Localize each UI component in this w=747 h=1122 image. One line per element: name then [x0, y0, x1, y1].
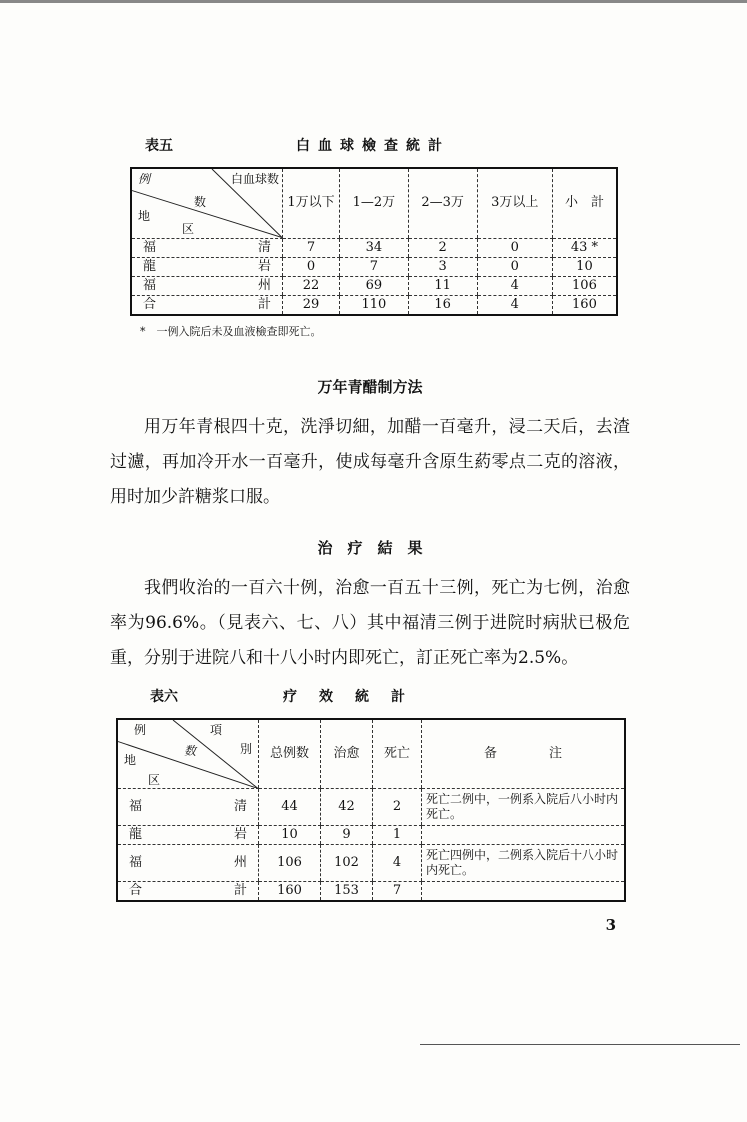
table6-title: 疗 效 統 計 [283, 688, 409, 705]
value-cell: 0 [477, 257, 552, 276]
remark-cell [422, 882, 626, 902]
table-row [117, 845, 625, 882]
table-row [131, 276, 617, 295]
column-header: 1—2万 [340, 168, 409, 238]
region-cell [117, 882, 259, 902]
table5-corner [131, 168, 283, 238]
value-cell: 3 [408, 257, 477, 276]
value-cell: 7 [283, 238, 340, 257]
column-header: 1万以下 [283, 168, 340, 238]
value-cell: 2 [408, 238, 477, 257]
page-number: 3 [605, 916, 616, 934]
region-label: 州 [233, 855, 247, 870]
remark-cell: 死亡四例中，二例系入院后十八小时内死亡。 [422, 845, 626, 882]
table-row [117, 789, 625, 826]
column-header: 2—3万 [408, 168, 477, 238]
value-cell: 43 * [552, 238, 617, 257]
column-header: 治愈 [321, 719, 373, 789]
region-label: 龍 [143, 258, 157, 274]
value-cell: 102 [321, 845, 373, 882]
region-label: 合 [129, 883, 143, 898]
value-cell: 0 [283, 257, 340, 276]
value-cell: 22 [283, 276, 340, 295]
value-cell: 0 [477, 238, 552, 257]
table5-title: 白血球檢查統計 [296, 138, 450, 154]
section-heading: 万年青醋制方法 [317, 377, 423, 396]
page-content [110, 135, 630, 934]
region-label: 福 [129, 799, 143, 814]
value-cell: 4 [477, 276, 552, 295]
table-row [131, 238, 617, 257]
table6-corner [117, 719, 259, 789]
table5-caption: 表五 [145, 138, 173, 154]
corner-label: 数 [184, 743, 197, 758]
table-total-row [131, 295, 617, 315]
table-total-row [117, 882, 625, 902]
corner-label: 地 [124, 752, 137, 767]
corner-label: 地 [138, 209, 151, 223]
table6 [116, 718, 626, 903]
value-cell: 106 [259, 845, 321, 882]
value-cell: 69 [340, 276, 409, 295]
region-cell [131, 238, 283, 257]
value-cell: 1 [373, 826, 422, 845]
section-heading: 治 疗 結 果 [317, 538, 423, 557]
table-row [117, 826, 625, 845]
table5-footnote: * 一例入院后未及血液檢查即死亡。 [140, 324, 322, 338]
value-cell: 160 [259, 882, 321, 902]
value-cell: 7 [373, 882, 422, 902]
table-row [131, 257, 617, 276]
corner-label: 数 [194, 195, 207, 209]
table-header-row [131, 168, 617, 238]
region-label: 福 [129, 855, 143, 870]
value-cell: 9 [321, 826, 373, 845]
region-cell [117, 845, 259, 882]
region-label: 福 [143, 277, 157, 293]
region-label: 計 [233, 883, 247, 898]
table6-caption-row [110, 686, 630, 708]
corner-label: 区 [148, 772, 161, 787]
value-cell: 44 [259, 789, 321, 826]
region-label: 清 [257, 239, 271, 255]
region-cell [117, 826, 259, 845]
table5 [130, 167, 618, 316]
region-label: 州 [257, 277, 271, 293]
corner-label: 白血球数 [230, 172, 279, 186]
value-cell: 10 [259, 826, 321, 845]
column-header: 总例数 [259, 719, 321, 789]
scan-edge [0, 0, 747, 3]
value-cell: 29 [283, 295, 340, 315]
region-cell [117, 789, 259, 826]
column-header: 备 注 [422, 719, 626, 789]
region-label: 龍 [129, 827, 143, 842]
corner-label: 例 [138, 172, 151, 186]
table6-caption: 表六 [150, 688, 178, 705]
scan-edge [420, 1044, 740, 1045]
corner-label: 区 [182, 222, 195, 236]
column-header: 死亡 [373, 719, 422, 789]
value-cell: 34 [340, 238, 409, 257]
region-label: 清 [233, 799, 247, 814]
value-cell: 16 [408, 295, 477, 315]
section-paragraph: 我們收治的一百六十例，治愈一百五十三例，死亡为七例，治愈率为96.6%。（見表六、七、八）其中福清三例于进院时病狀已极危重，分别于进院八和十八小时内即死亡，訂正死亡率为2.5%。 [110, 577, 630, 668]
value-cell: 7 [340, 257, 409, 276]
corner-label: 項 [210, 722, 223, 737]
value-cell: 4 [373, 845, 422, 882]
column-header: 小 計 [552, 168, 617, 238]
value-cell: 153 [321, 882, 373, 902]
section-paragraph: 用万年青根四十克，洗淨切細，加醋一百毫升，浸二天后，去渣过濾，再加冷开水一百毫升，使成每毫升含原生葯零点二克的溶液，用时加少許糖浆口服。 [110, 416, 630, 507]
region-label: 福 [143, 239, 157, 255]
region-label: 計 [257, 296, 271, 312]
value-cell: 106 [552, 276, 617, 295]
value-cell: 42 [321, 789, 373, 826]
region-label: 岩 [233, 827, 247, 842]
region-label: 合 [143, 296, 157, 312]
value-cell: 11 [408, 276, 477, 295]
region-label: 岩 [257, 258, 271, 274]
region-cell [131, 276, 283, 295]
value-cell: 160 [552, 295, 617, 315]
corner-label: 例 [134, 722, 147, 737]
value-cell: 110 [340, 295, 409, 315]
table-header-row [117, 719, 625, 789]
remark-cell: 死亡二例中，一例系入院后八小时内死亡。 [422, 789, 626, 826]
value-cell: 10 [552, 257, 617, 276]
value-cell: 2 [373, 789, 422, 826]
region-cell [131, 257, 283, 276]
region-cell [131, 295, 283, 315]
table5-caption-row [110, 135, 630, 157]
remark-cell [422, 826, 626, 845]
column-header: 3万以上 [477, 168, 552, 238]
value-cell: 4 [477, 295, 552, 315]
corner-label: 別 [240, 741, 253, 756]
